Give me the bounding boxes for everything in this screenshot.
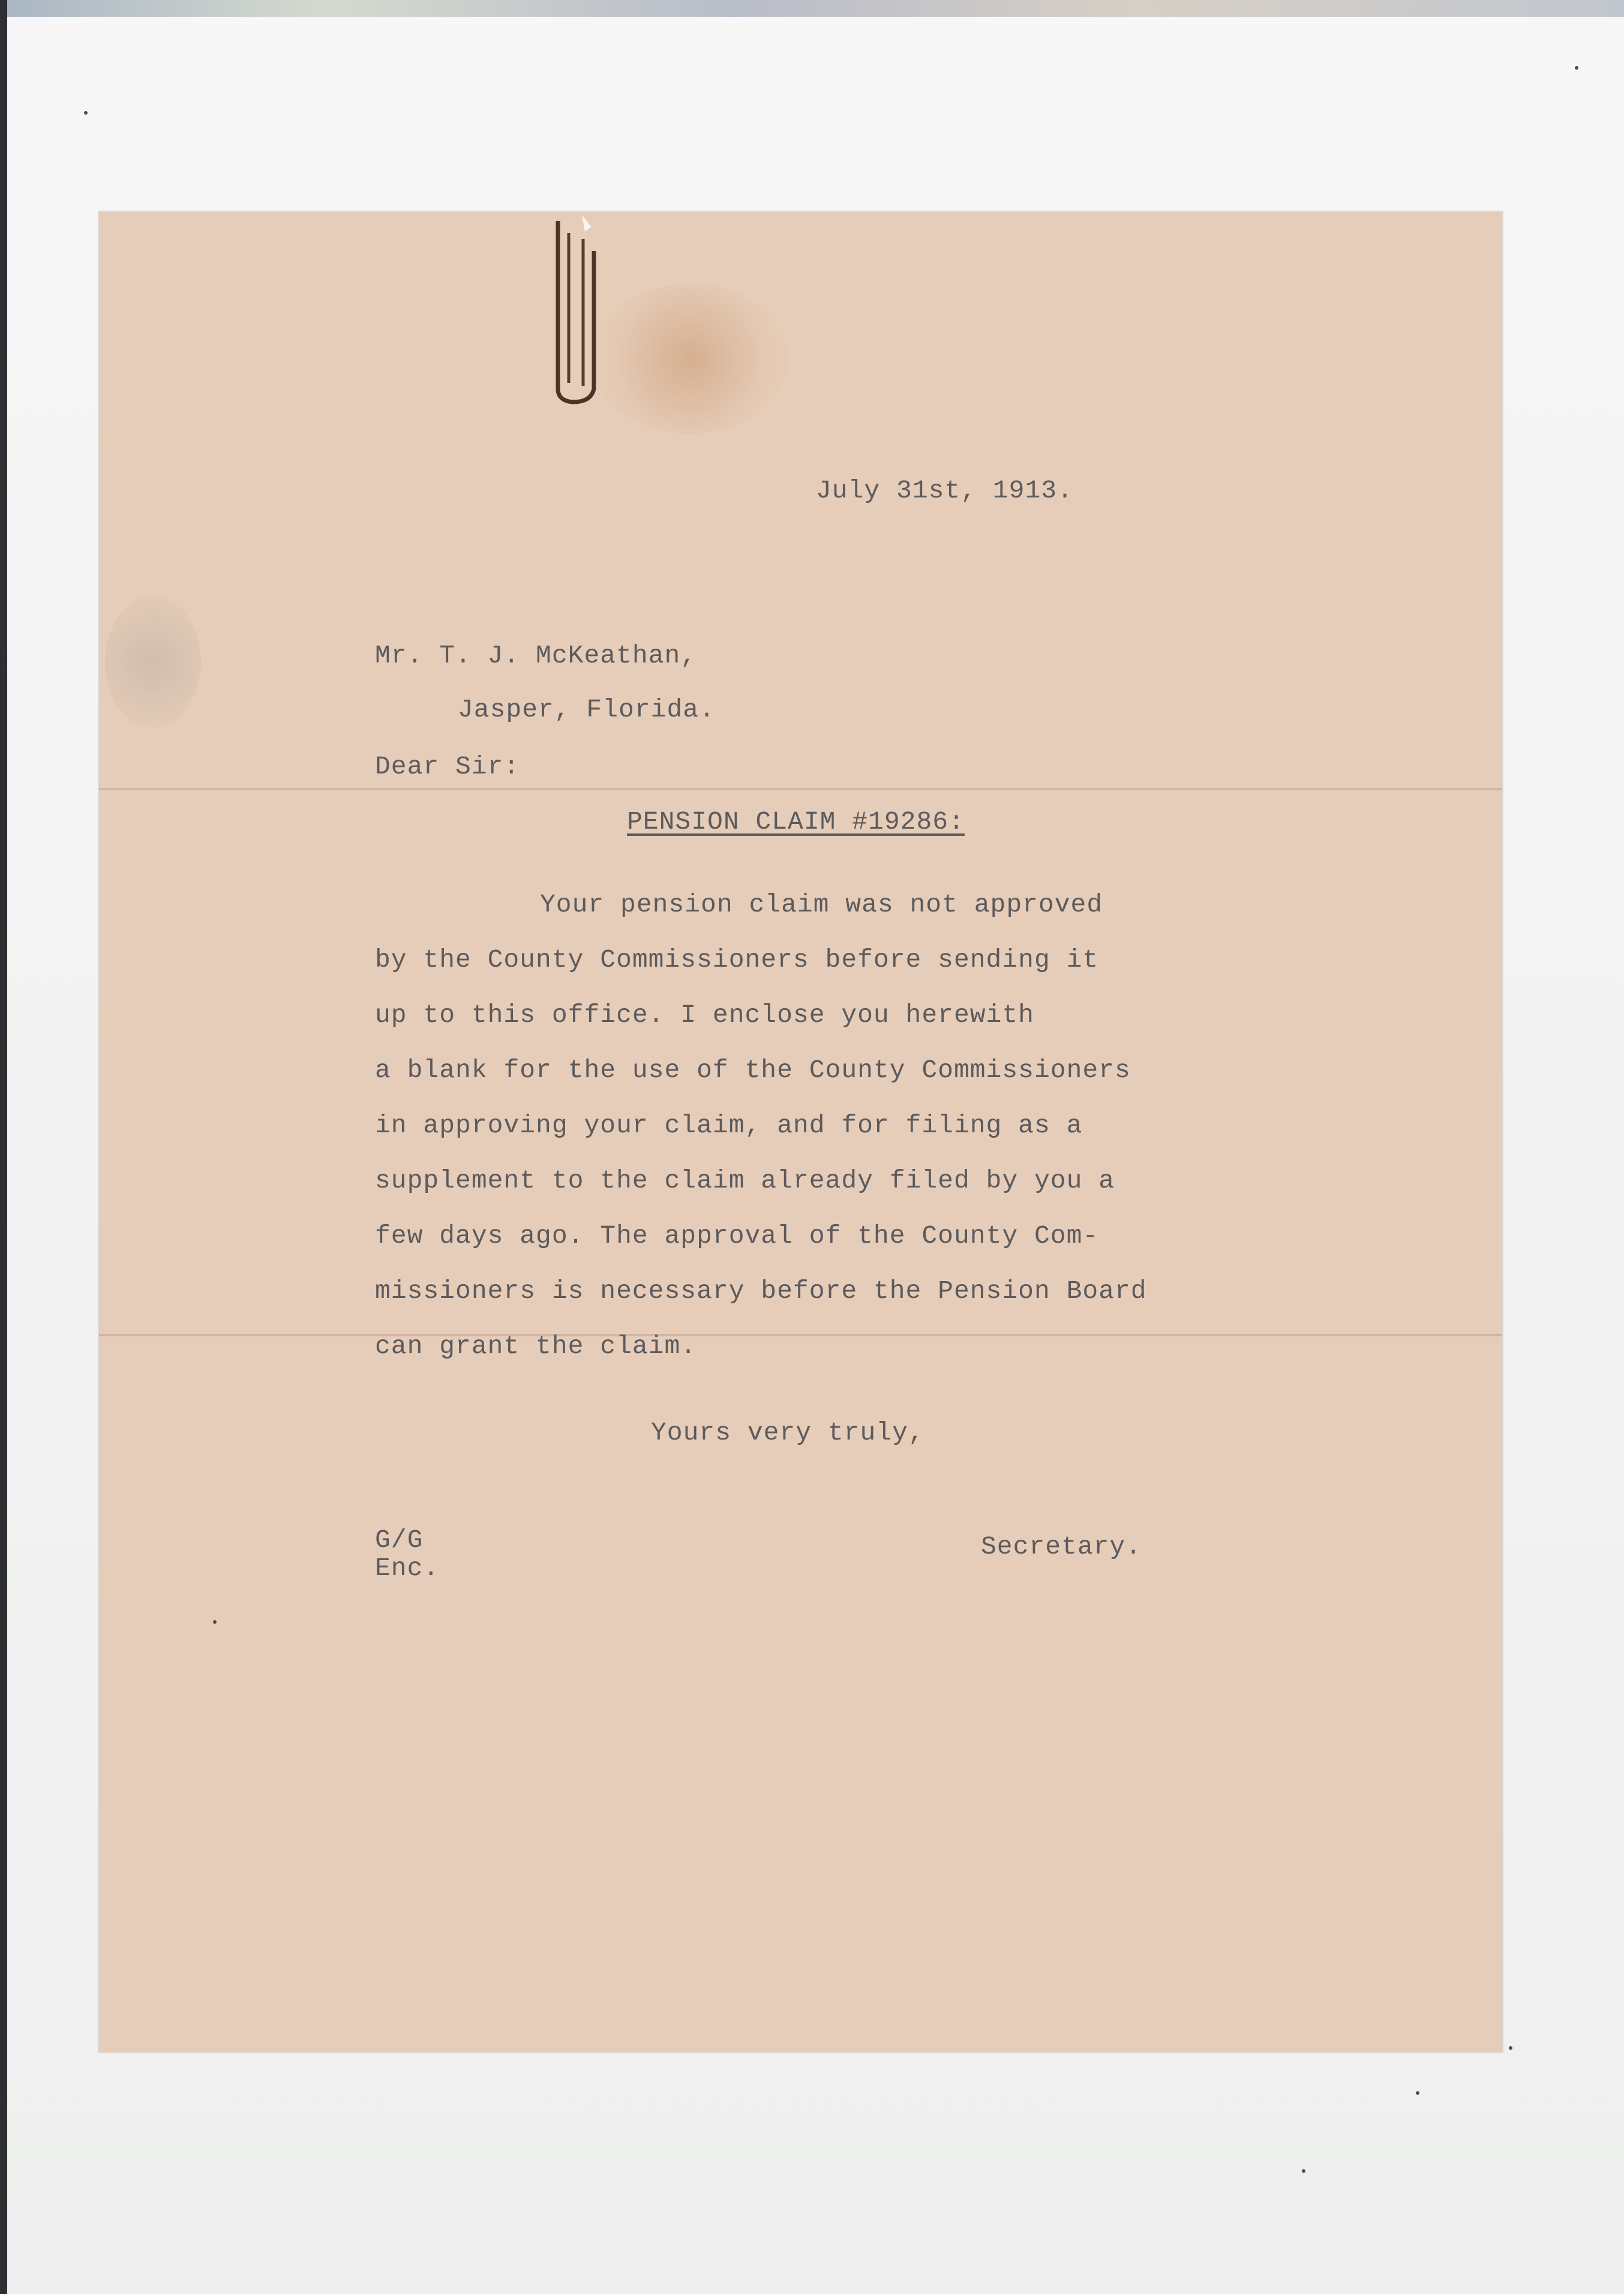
body-line: in approving your claim, and for filing as a bbox=[375, 1111, 1083, 1140]
letter-page bbox=[99, 212, 1502, 2052]
scanner-left-edge bbox=[0, 0, 7, 2294]
body-line: up to this office. I enclose you herewith bbox=[375, 1000, 1034, 1030]
stain-mark bbox=[105, 596, 201, 728]
signature-title: Secretary. bbox=[981, 1532, 1142, 1561]
fold-line-lower bbox=[99, 1334, 1502, 1336]
dust-speck bbox=[1575, 66, 1578, 70]
body-line: a blank for the use of the County Commissioners bbox=[375, 1055, 1131, 1085]
recipient-location: Jasper, Florida. bbox=[458, 695, 715, 724]
salutation: Dear Sir: bbox=[375, 752, 520, 781]
body-line: missioners is necessary before the Pension Board bbox=[375, 1276, 1147, 1306]
recipient-name: Mr. T. J. McKeathan, bbox=[375, 641, 697, 670]
stain-mark bbox=[591, 284, 789, 434]
typist-initials: G/G bbox=[375, 1525, 424, 1555]
letter-date: July 31st, 1913. bbox=[816, 476, 1073, 505]
scanner-top-edge bbox=[0, 0, 1624, 17]
dust-speck bbox=[84, 111, 88, 115]
dust-speck bbox=[213, 1620, 217, 1624]
fold-line-upper bbox=[99, 788, 1502, 790]
dust-speck bbox=[1509, 2046, 1512, 2050]
staple-hole-mark bbox=[540, 215, 612, 407]
dust-speck bbox=[1302, 2169, 1305, 2173]
body-line: few days ago. The approval of the County Com- bbox=[375, 1221, 1099, 1251]
dust-speck bbox=[1416, 2091, 1419, 2095]
subject-line: PENSION CLAIM #19286: bbox=[627, 807, 965, 836]
enclosure-note: Enc. bbox=[375, 1554, 440, 1583]
body-line: Your pension claim was not approved bbox=[540, 890, 1103, 919]
body-line: can grant the claim. bbox=[375, 1332, 697, 1361]
closing: Yours very truly, bbox=[651, 1418, 924, 1447]
body-line: supplement to the claim already filed by you a bbox=[375, 1166, 1115, 1195]
body-line: by the County Commissioners before sending it bbox=[375, 945, 1099, 974]
